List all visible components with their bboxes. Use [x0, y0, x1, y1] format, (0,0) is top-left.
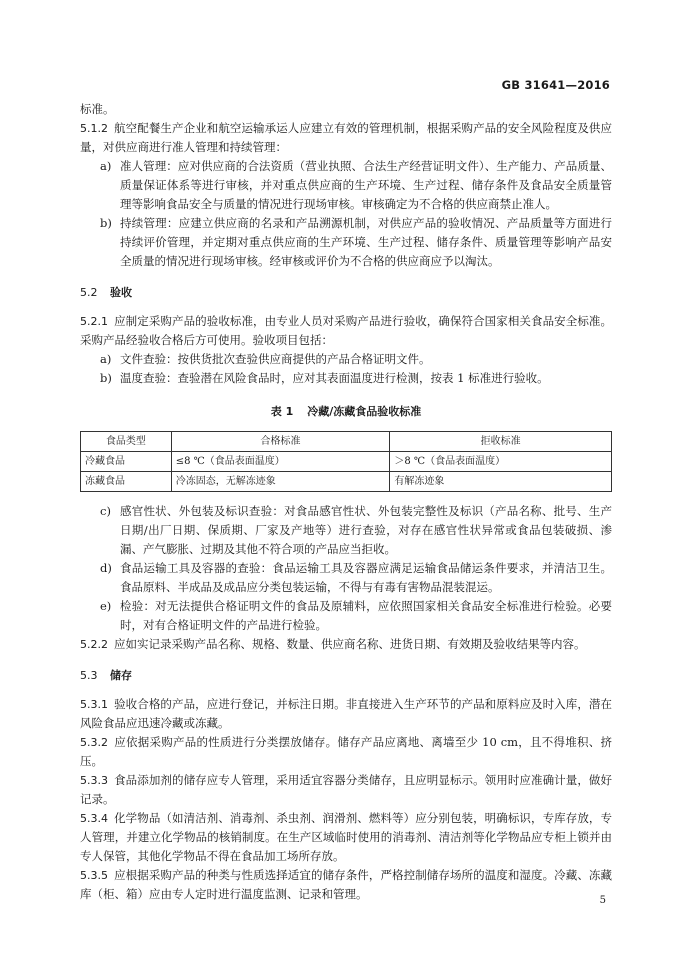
item-text: 检验：对无法提供合格证明文件的食品及原辅料，应依照国家相关食品安全标准进行检验。必要时，对有合格证明文件的产品进行检验。	[120, 599, 612, 632]
clause-number: 5.3.5	[80, 869, 108, 882]
table-cell: 有解冻迹象	[390, 472, 612, 492]
list-item	[80, 597, 612, 635]
section-heading-5-3	[80, 666, 612, 685]
page-number: 5	[599, 895, 606, 906]
clause-text: 应制定采购产品的验收标准，由专业人员对采购产品进行验收，确保符合国家相关食品安全标准。采购产品经验收合格后方可使用。验收项目包括：	[80, 314, 612, 347]
clause-number: 5.2.1	[80, 315, 108, 328]
clause-number: 5.1.2	[80, 122, 108, 135]
clause-5-1-2	[80, 119, 612, 157]
table-row	[81, 472, 612, 492]
clause-5-3-1	[80, 695, 612, 733]
table-number: 表 1	[270, 405, 294, 418]
clause-text: 应如实记录采购产品名称、规格、数量、供应商名称、进货日期、有效期及验收结果等内容。	[114, 637, 586, 651]
clause-number: 5.3.1	[80, 698, 108, 711]
item-label: c)	[100, 504, 111, 518]
clause-text: 食品添加剂的储存应专人管理，采用适宜容器分类储存，且应明显标示。领用时应准确计量，做好记录。	[80, 773, 612, 806]
table-cell: 冻藏食品	[81, 472, 172, 492]
list-item	[80, 502, 612, 559]
clause-text: 验收合格的产品，应进行登记，并标注日期。非直接进入生产环节的产品和原料应及时入库，潜在风险食品应迅速冷藏或冻藏。	[80, 697, 612, 730]
table-cell: ≤8 ℃（食品表面温度）	[171, 452, 390, 472]
clause-5-3-2	[80, 733, 612, 771]
table-cell: ＞8 ℃（食品表面温度）	[390, 452, 612, 472]
document-body	[80, 100, 612, 904]
item-text: 感官性状、外包装及标识查验：对食品感官性状、外包装完整性及标识（产品名称、批号、生产日期/出厂日期、保质期、厂家及产地等）进行查验，对存在感官性状异常或食品包装破损、渗漏、产气膨胀、过期及其他不符合项的产品应当拒收。	[120, 504, 612, 556]
clause-number: 5.2.2	[80, 638, 108, 651]
table-title: 冷藏/冻藏食品验收标准	[307, 405, 422, 418]
clause-5-2-1	[80, 312, 612, 350]
clause-text: 应根据采购产品的种类与性质选择适宜的储存条件，严格控制储存场所的温度和湿度。冷藏、冻藏库（柜、箱）应由专人定时进行温度监测、记录和管理。	[80, 868, 612, 901]
table-cell: 冷冻固态，无解冻迹象	[171, 472, 390, 492]
list-item	[80, 214, 612, 271]
item-label: b)	[100, 216, 112, 230]
column-header: 合格标准	[171, 432, 390, 452]
item-label: b)	[100, 371, 112, 385]
section-title: 验收	[110, 286, 132, 299]
item-text: 持续管理：应建立供应商的名录和产品溯源机制，对供应产品的验收情况、产品质量等方面进行持续评价管理，并定期对重点供应商的生产环境、生产过程、储存条件、质量管理等影响产品安全质量的情况进行现场审核。经审核或评价为不合格的供应商应予以淘汰。	[120, 216, 612, 268]
continued-text: 标准。	[80, 102, 115, 116]
section-number: 5.3	[80, 669, 98, 682]
clause-5-3-3	[80, 771, 612, 809]
table-caption	[80, 402, 612, 421]
clause-text: 化学物品（如清洁剂、消毒剂、杀虫剂、润滑剂、燃料等）应分别包装，明确标识，专库存放，专人管理，并建立化学物品的核销制度。在生产区域临时使用的消毒剂、清洁剂等化学物品应专柜上锁并由专人保管，其他化学物品不得在食品加工场所存放。	[80, 811, 612, 863]
item-label: e)	[100, 599, 112, 613]
list-item	[80, 157, 612, 214]
item-label: a)	[100, 159, 112, 173]
clause-text: 应依据采购产品的性质进行分类摆放储存。储存产品应离地、离墙至少 10 cm，且不得堆积、挤压。	[80, 735, 612, 768]
table-row	[81, 452, 612, 472]
section-heading-5-2	[80, 283, 612, 302]
clause-number: 5.3.3	[80, 774, 108, 787]
list-item	[80, 369, 612, 388]
item-text: 准人管理：应对供应商的合法资质（营业执照、合法生产经营证明文件）、生产能力、产品质量、质量保证体系等进行审核，并对重点供应商的生产环境、生产过程、储存条件及食品安全质量管理等影响食品安全与质量的情况进行现场审核。审核确定为不合格的供应商禁止准人。	[120, 159, 612, 211]
column-header: 拒收标准	[390, 432, 612, 452]
item-text: 温度查验：查验潜在风险食品时，应对其表面温度进行检测，按表 1 标准进行验收。	[120, 371, 549, 385]
clause-number: 5.3.2	[80, 736, 108, 749]
table-cell: 冷藏食品	[81, 452, 172, 472]
acceptance-table	[80, 431, 612, 492]
table-header-row	[81, 432, 612, 452]
standard-code: GB 31641—2016	[501, 78, 610, 92]
item-text: 食品运输工具及容器的查验：食品运输工具及容器应满足运输食品储运条件要求，并清洁卫生。食品原料、半成品及成品应分类包装运输，不得与有毒有害物品混装混运。	[120, 561, 612, 594]
clause-text: 航空配餐生产企业和航空运输承运人应建立有效的管理机制，根据采购产品的安全风险程度及供应量，对供应商进行准人管理和持续管理：	[80, 121, 612, 154]
clause-5-3-5	[80, 866, 612, 904]
item-label: d)	[100, 561, 112, 575]
column-header: 食品类型	[81, 432, 172, 452]
item-label: a)	[100, 352, 112, 366]
list-item	[80, 559, 612, 597]
clause-number: 5.3.4	[80, 812, 108, 825]
clause-5-3-4	[80, 809, 612, 866]
section-number: 5.2	[80, 286, 98, 299]
item-text: 文件查验：按供货批次查验供应商提供的产品合格证明文件。	[120, 352, 431, 366]
section-title: 储存	[110, 669, 132, 682]
list-item	[80, 350, 612, 369]
clause-5-2-2	[80, 635, 612, 654]
